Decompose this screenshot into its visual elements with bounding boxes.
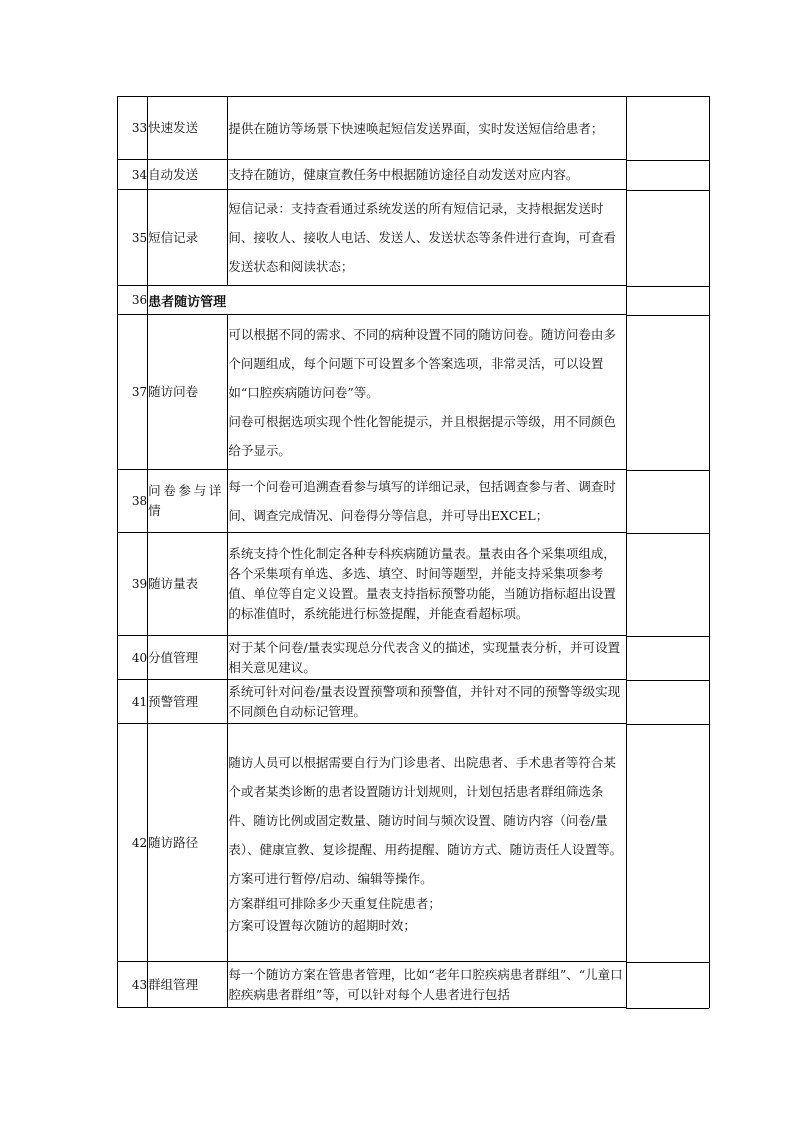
row-divider (626, 470, 709, 471)
row-number: 40 (118, 636, 148, 680)
table-row (118, 160, 627, 190)
requirements-table (117, 96, 627, 1008)
row-name: 短信记录 (148, 190, 228, 286)
row-number: 41 (118, 680, 148, 724)
row-number: 34 (118, 160, 148, 190)
table-row (118, 533, 627, 636)
row-divider (626, 286, 709, 287)
row-description: 对于某个问卷/量表实现总分代表含义的描述，实现量表分析，并可设置相关意见建议。 (228, 636, 627, 680)
row-name: 随访问卷 (148, 315, 228, 470)
row-description: 提供在随访等场景下快速唤起短信发送界面，实时发送短信给患者； (228, 97, 627, 160)
row-number: 36 (118, 286, 148, 315)
section-title: 患者随访管理 (148, 286, 627, 315)
table-right-column (626, 96, 710, 1008)
table-row (118, 962, 627, 1008)
row-name: 自动发送 (148, 160, 228, 190)
row-name: 随访路径 (148, 724, 228, 962)
row-name: 随访量表 (148, 533, 228, 636)
row-number: 35 (118, 190, 148, 286)
row-divider (626, 315, 709, 316)
table-row (118, 315, 627, 470)
row-name: 群组管理 (148, 962, 228, 1008)
row-divider (626, 160, 709, 161)
row-description: 系统可针对问卷/量表设置预警项和预警值，并针对不同的预警等级实现不同颜色自动标记管理。 (228, 680, 627, 724)
row-description: 短信记录：支持查看通过系统发送的所有短信记录，支持根据发送时间、接收人、接收人电话、发送人、发送状态等条件进行查询，可查看发送状态和阅读状态； (228, 190, 627, 286)
row-number: 42 (118, 724, 148, 962)
row-number: 37 (118, 315, 148, 470)
table-row (118, 190, 627, 286)
row-divider (626, 533, 709, 534)
table-row (118, 97, 627, 160)
row-divider (626, 190, 709, 191)
row-description: 支持在随访，健康宣教任务中根据随访途径自动发送对应内容。 (228, 160, 627, 190)
table-row (118, 636, 627, 680)
row-number: 33 (118, 97, 148, 160)
row-number: 38 (118, 470, 148, 533)
row-description: 系统支持个性化制定各种专科疾病随访量表。量表由各个采集项组成，各个采集项有单选、多选、填空、时间等题型，并能支持采集项参考值、单位等自定义设置。量表支持指标预警功能，当随访指标超出设置的标准值时，系统能进行标签提醒，并能查看超标项。 (228, 533, 627, 636)
row-divider (626, 724, 709, 725)
table-row (118, 470, 627, 533)
row-description: 每一个随访方案在管患者管理，比如“老年口腔疾病患者群组”、“儿童口腔疾病患者群组”等，可以针对每个人患者进行包括 (228, 962, 627, 1008)
row-name: 问卷参与详情 (148, 470, 228, 533)
row-name: 分值管理 (148, 636, 228, 680)
row-divider (626, 962, 709, 963)
section-row (118, 286, 627, 315)
row-number: 43 (118, 962, 148, 1008)
row-divider (626, 1008, 709, 1009)
row-name: 预警管理 (148, 680, 228, 724)
row-description: 每一个问卷可追溯查看参与填写的详细记录，包括调查参与者、调查时间、调查完成情况、问卷得分等信息，并可导出EXCEL； (228, 470, 627, 533)
row-description: 随访人员可以根据需要自行为门诊患者、出院患者、手术患者等符合某个或者某类诊断的患者设置随访计划规则，计划包括患者群组筛选条件、随访比例或固定数量、随访时间与频次设置、随访内容（问卷/量表）、健康宣教、复诊提醒、用药提醒、随访方式、随访责任人设置等。 方案可进行暂停/启动、编辑等操作。 方案群组可排除多少天重复住院患者； 方案可设置每次随访的超期时效； (228, 724, 627, 962)
row-number: 39 (118, 533, 148, 636)
row-divider (626, 636, 709, 637)
row-description: 可以根据不同的需求、不同的病种设置不同的随访问卷。随访问卷由多个问题组成，每个问题下可设置多个答案选项，非常灵活，可以设置如“口腔疾病随访问卷”等。 问卷可根据选项实现个性化智能提示，并且根据提示等级，用不同颜色给予显示。 (228, 315, 627, 470)
table-row (118, 680, 627, 724)
table-row (118, 724, 627, 962)
row-divider (626, 680, 709, 681)
row-name: 快速发送 (148, 97, 228, 160)
